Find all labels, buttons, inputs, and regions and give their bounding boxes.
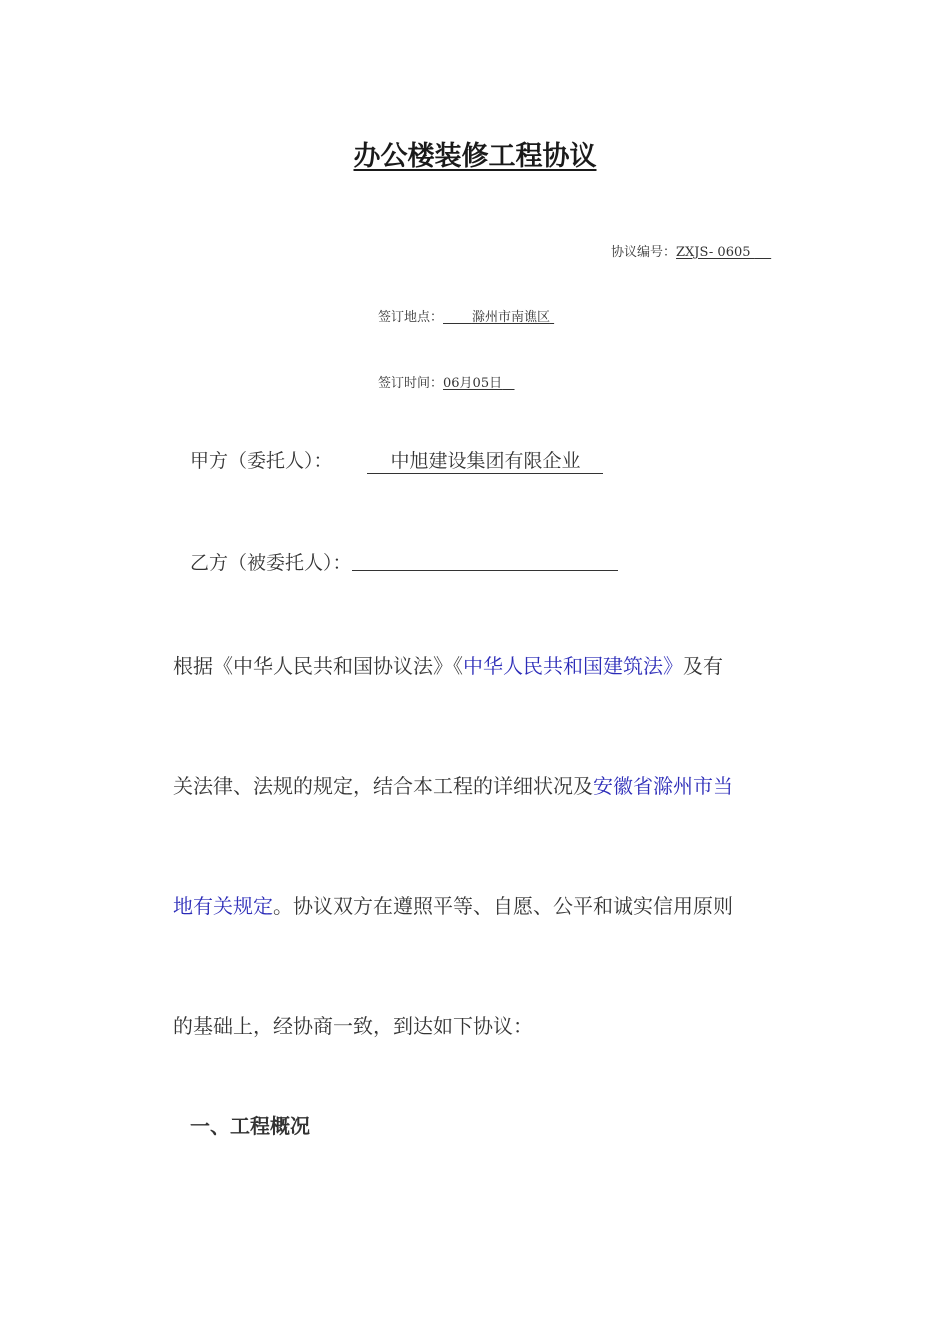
signing-place-value: 滁州市南谯区 bbox=[471, 310, 550, 325]
intro-line-1: 根据《中华人民共和国协议法》《中华人民共和国建筑法》及有 bbox=[173, 654, 723, 678]
signing-place-label: 签订地点： bbox=[378, 310, 444, 325]
party-a-value: 中旭建设集团有限企业 bbox=[367, 449, 603, 474]
signing-date bbox=[378, 372, 515, 391]
intro-line-2: 关法律、法规的规定，结合本工程的详细状况及安徽省滁州市当 bbox=[173, 774, 733, 798]
party-b-label: 乙方（被委托人）： bbox=[190, 552, 352, 574]
signing-date-value: 06月05日 bbox=[443, 376, 503, 391]
signing-place bbox=[378, 306, 554, 325]
signing-date-label: 签订时间： bbox=[378, 376, 444, 391]
party-a-label: 甲方（委托人）： bbox=[190, 450, 333, 472]
contract-number-value: ZXJS- 0605 bbox=[676, 245, 755, 260]
party-b-blank bbox=[352, 550, 618, 571]
contract-number bbox=[611, 241, 771, 260]
intro-line-4: 的基础上，经协商一致，到达如下协议： bbox=[173, 1014, 533, 1038]
contract-number-label: 协议编号： bbox=[611, 245, 677, 260]
section-heading-project-overview: 一、工程概况 bbox=[190, 1114, 310, 1138]
party-a bbox=[190, 446, 603, 474]
intro-line-3: 地有关规定。协议双方在遵照平等、自愿、公平和诚实信用原则 bbox=[173, 894, 733, 918]
party-b bbox=[190, 548, 618, 575]
document-title: 办公楼装修工程协议 bbox=[353, 141, 597, 172]
